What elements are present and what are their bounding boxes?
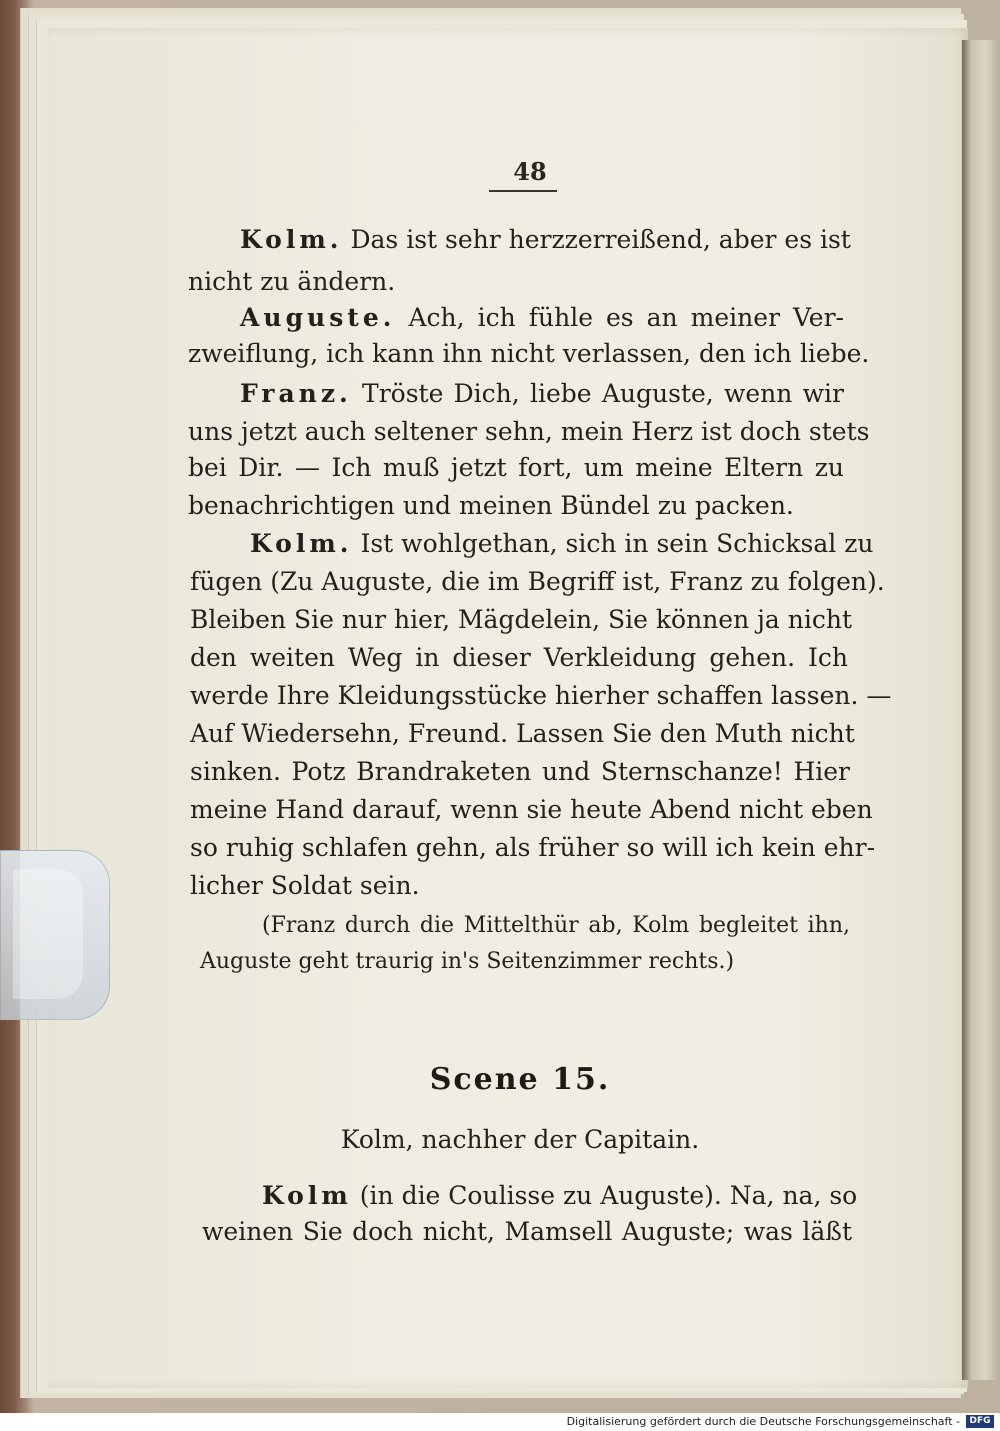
- page-number-rule: [489, 190, 557, 192]
- text-line: sinken. Potz Brandraketen und Sternschanze! Hier: [190, 757, 850, 786]
- stage-direction: (Franz durch die Mittelthür ab, Kolm begleitet ihn,: [262, 913, 850, 938]
- text-line: so ruhig schlafen gehn, als früher so will ich kein ehr-: [190, 833, 876, 862]
- text-line: weinen Sie doch nicht, Mamsell Auguste; was läßt: [202, 1217, 852, 1246]
- line-text: Ach, ich fühle es an meiner Ver-: [408, 303, 844, 332]
- text-line: den weiten Weg in dieser Verkleidung gehen. Ich: [190, 643, 848, 672]
- text-line: [240, 378, 844, 410]
- text-line: werde Ihre Kleidungsstücke hierher schaffen lassen. —: [190, 681, 892, 710]
- text-line: fügen (Zu Auguste, die im Begriff ist, Franz zu folgen).: [190, 567, 885, 596]
- scene-cast: Kolm, nachher der Capitain.: [340, 1125, 700, 1154]
- speaker-name: Kolm: [262, 1181, 352, 1210]
- speaker-name: Kolm.: [250, 529, 353, 558]
- footer-credit: Digitalisierung gefördert durch die Deutsche Forschungsgemeinschaft -: [566, 1415, 960, 1428]
- stage-direction: Auguste geht traurig in's Seitenzimmer rechts.): [200, 949, 735, 974]
- text-line: [262, 1180, 858, 1212]
- dfg-logo: DFG: [966, 1415, 994, 1428]
- page-number: 48: [513, 157, 547, 186]
- text-line: meine Hand darauf, wenn sie heute Abend nicht eben: [190, 795, 873, 824]
- text-line: [240, 224, 851, 256]
- text-line: bei Dir. — Ich muß jetzt fort, um meine Eltern zu: [188, 453, 844, 482]
- text-line: licher Soldat sein.: [190, 871, 420, 900]
- speaker-name: Kolm.: [240, 225, 343, 254]
- line-text: Das ist sehr herzzerreißend, aber es ist: [350, 225, 851, 254]
- book-spine: [962, 40, 1000, 1380]
- scene-heading: Scene 15.: [429, 1062, 611, 1097]
- text-line: zweiflung, ich kann ihn nicht verlassen, den ich liebe.: [188, 339, 870, 368]
- text-line: [250, 528, 874, 560]
- line-text: (in die Coulisse zu Auguste). Na, na, so: [359, 1181, 858, 1210]
- text-line: benachrichtigen und meinen Bündel zu packen.: [188, 491, 794, 520]
- text-line: [240, 302, 844, 334]
- page-clip: [0, 850, 110, 1020]
- speaker-name: Franz.: [240, 379, 352, 408]
- text-line: Bleiben Sie nur hier, Mägdelein, Sie können ja nicht: [190, 605, 852, 634]
- text-line: Auf Wiedersehn, Freund. Lassen Sie den Muth nicht: [190, 719, 855, 748]
- page-clip-inner: [13, 869, 83, 999]
- text-line: nicht zu ändern.: [188, 267, 396, 296]
- text-line: uns jetzt auch seltener sehn, mein Herz ist doch stets: [188, 417, 870, 446]
- line-text: Tröste Dich, liebe Auguste, wenn wir: [362, 379, 844, 408]
- line-text: Ist wohlgethan, sich in sein Schicksal zu: [360, 529, 874, 558]
- speaker-name: Auguste.: [240, 303, 396, 332]
